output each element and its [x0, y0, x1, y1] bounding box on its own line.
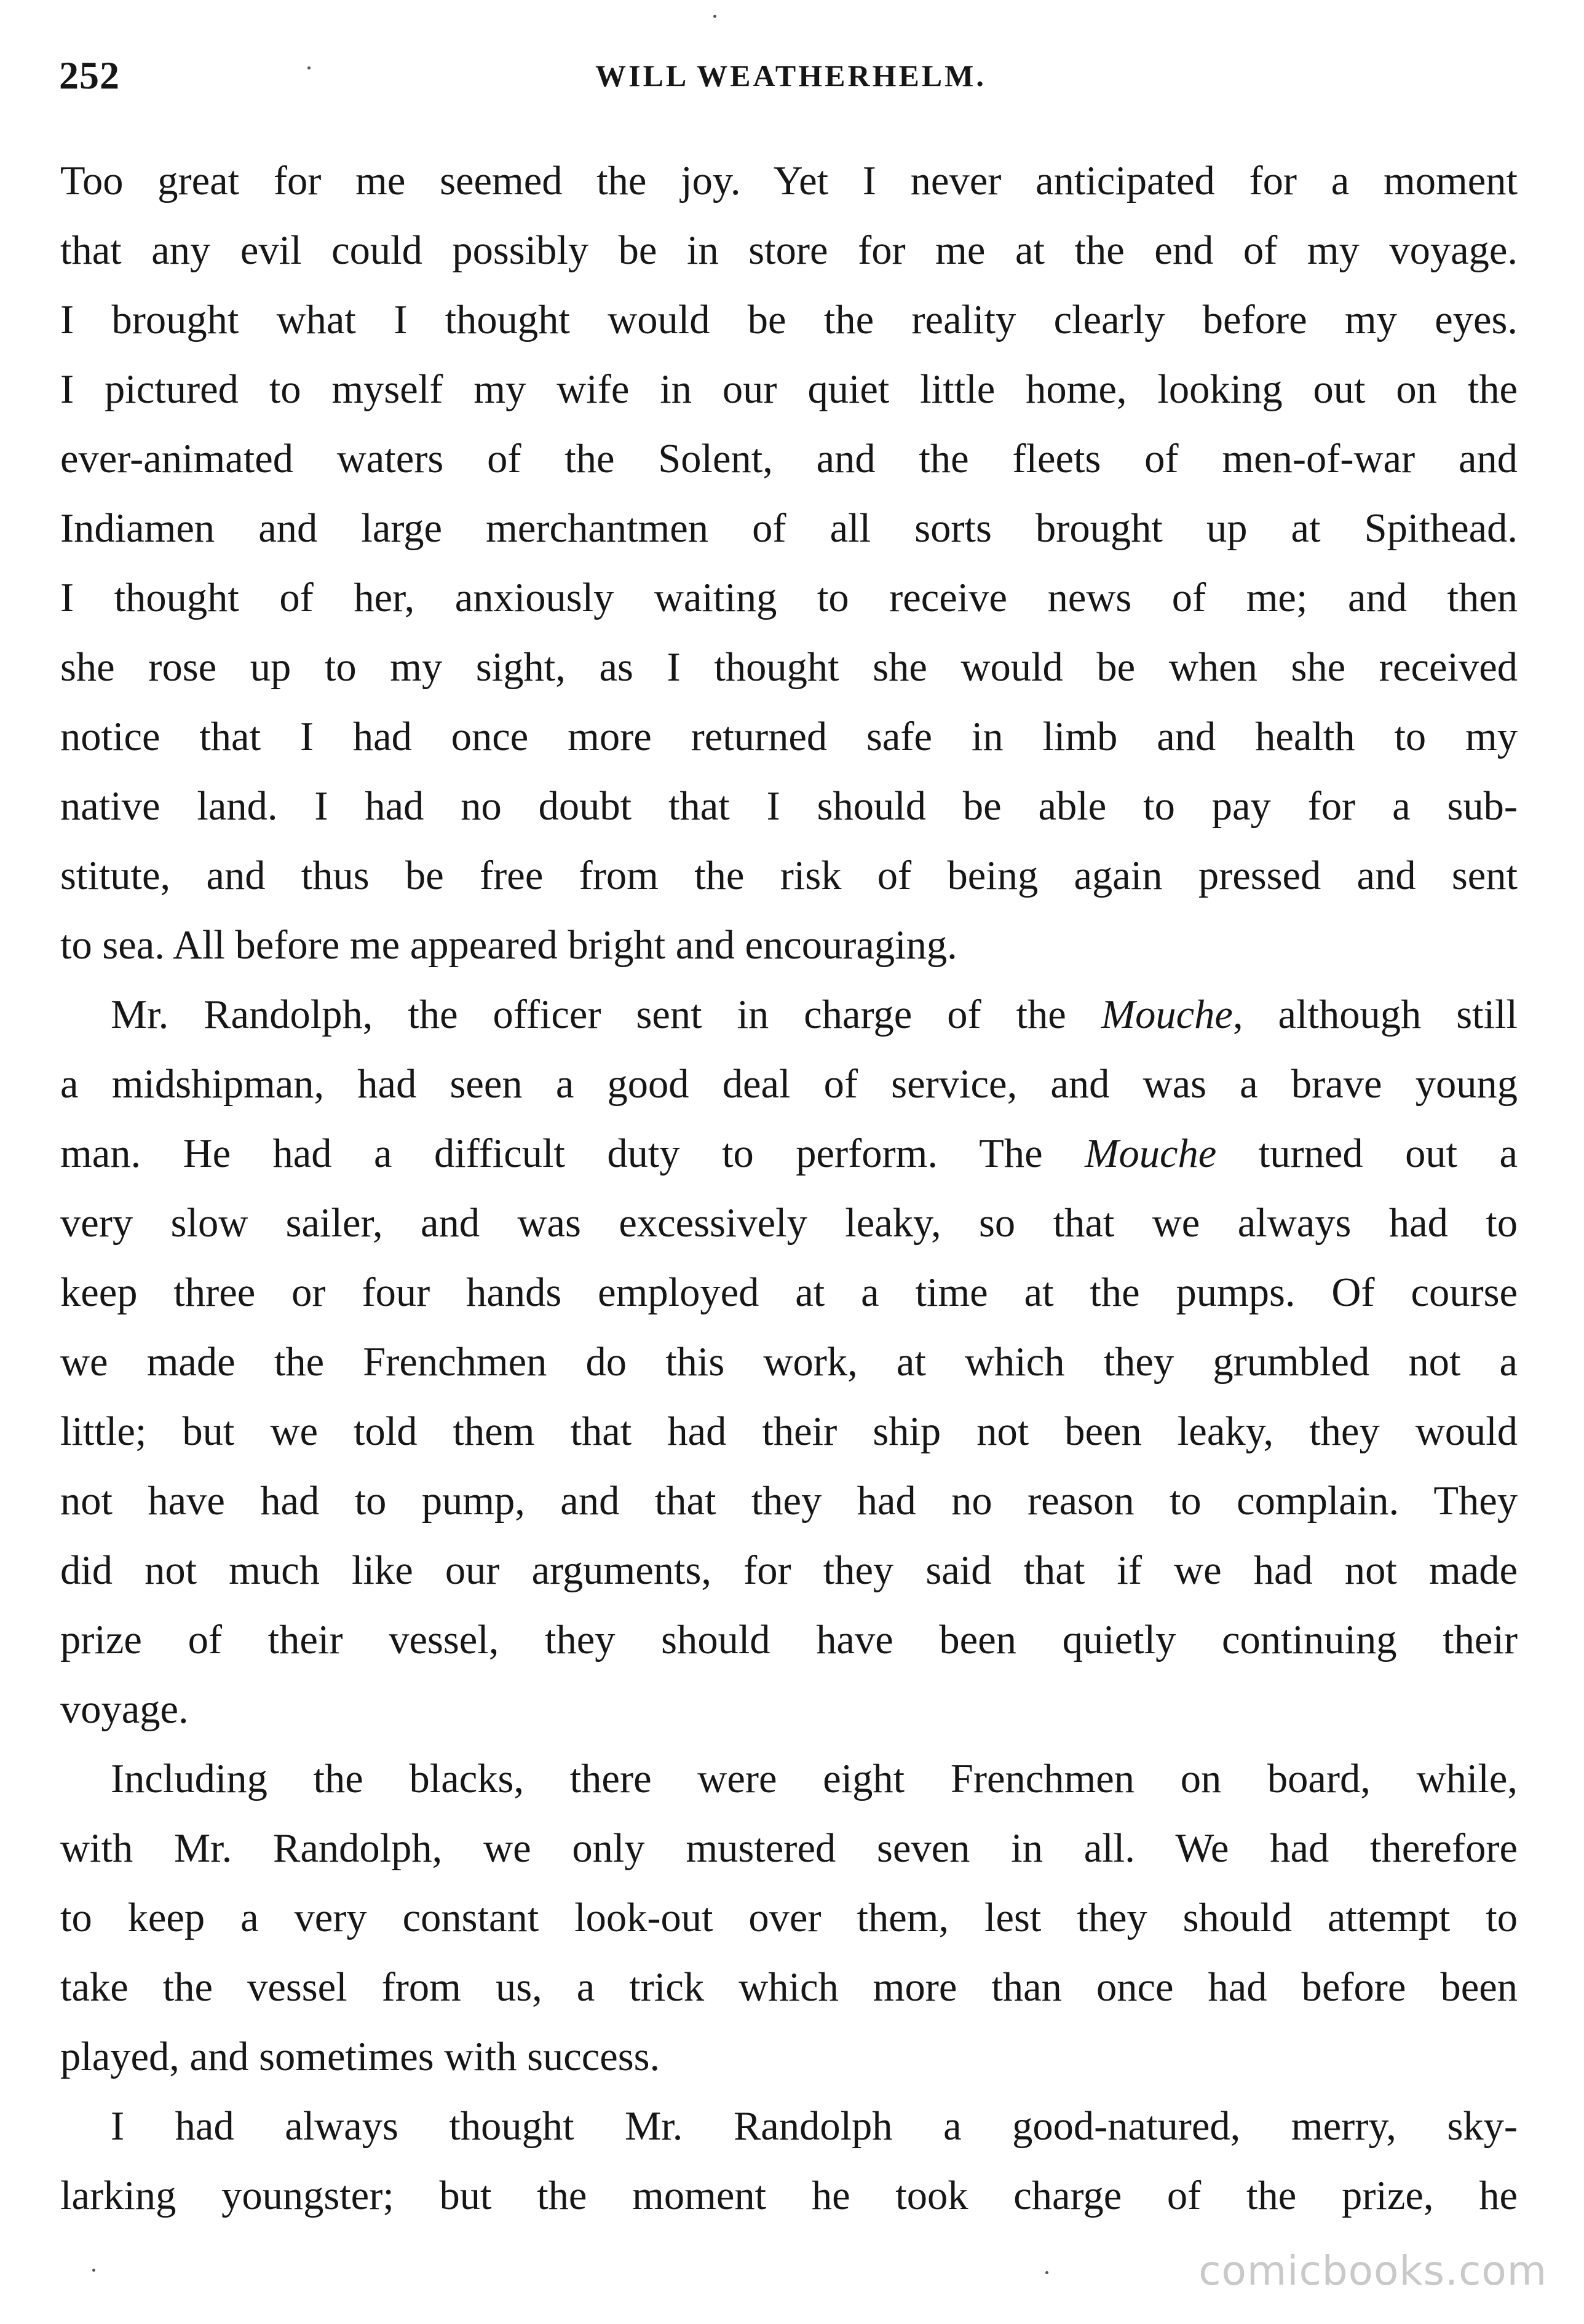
text-line: little; but we told them that had their ship not been leaky, they would — [60, 1409, 1518, 1454]
paragraph-3 — [60, 1744, 1518, 2092]
text-line: a midshipman, had seen a good deal of service, and was a brave young — [60, 1062, 1518, 1107]
running-head — [59, 53, 1523, 108]
page-number: 252 — [59, 53, 120, 97]
text-line: prize of their vessel, they should have been quietly continuing their — [60, 1618, 1518, 1662]
text-line: very slow sailer, and was excessively leaky, so that we always had to — [60, 1201, 1518, 1246]
text-line: take the vessel from us, a trick which more than once had before been — [60, 1965, 1518, 2010]
print-speck — [1045, 2271, 1048, 2274]
text-line: notice that I had once more returned safe in limb and health to my — [60, 714, 1518, 759]
print-speck — [307, 66, 311, 69]
text-line: she rose up to my sight, as I thought she would be when she received — [60, 645, 1518, 690]
text-line: I had always thought Mr. Randolph a good-natured, merry, sky- — [111, 2104, 1518, 2149]
text-line: I pictured to myself my wife in our quiet little home, looking out on the — [60, 367, 1518, 412]
text-line: not have had to pump, and that they had no reason to complain. They — [60, 1479, 1518, 1524]
text-line: to keep a very constant look-out over them, lest they should attempt to — [60, 1895, 1518, 1940]
text-line: larking youngster; but the moment he took charge of the prize, he — [60, 2173, 1518, 2218]
text-line: Including the blacks, there were eight Frenchmen on board, while, — [111, 1757, 1518, 1801]
text-line: stitute, and thus be free from the risk of being again pressed and sent — [60, 853, 1518, 898]
text-line: Mr. Randolph, the officer sent in charge of the Mouche, although still — [111, 992, 1518, 1037]
text-line: that any evil could possibly be in store for me at the end of my voyage. — [60, 228, 1518, 273]
text-line: I thought of her, anxiously waiting to receive news of me; and then — [60, 575, 1518, 620]
text-line: ever-animated waters of the Solent, and the fleets of men-of-war and — [60, 437, 1518, 481]
text-line: we made the Frenchmen do this work, at which they grumbled not a — [60, 1340, 1518, 1385]
watermark: comicbooks.com — [1198, 2247, 1547, 2294]
print-speck — [92, 2269, 95, 2272]
body-text — [60, 146, 1518, 2231]
text-line: did not much like our arguments, for they said that if we had not made — [60, 1548, 1518, 1593]
text-line: man. He had a difficult duty to perform. The Mouche turned out a — [60, 1131, 1518, 1176]
text-line: voyage. — [60, 1687, 189, 1732]
text-line: played, and sometimes with success. — [60, 2034, 660, 2079]
paragraph-4 — [60, 2092, 1518, 2231]
text-line: to sea. All before me appeared bright and encouraging. — [60, 923, 957, 968]
text-line: I brought what I thought would be the reality clearly before my eyes. — [60, 298, 1518, 342]
text-line: keep three or four hands employed at a time at the pumps. Of course — [60, 1270, 1518, 1315]
text-line: with Mr. Randolph, we only mustered seven in all. We had therefore — [60, 1826, 1518, 1871]
text-line: native land. I had no doubt that I should be able to pay for a sub- — [60, 784, 1518, 829]
print-speck — [713, 15, 716, 18]
text-line: Too great for me seemed the joy. Yet I never anticipated for a moment — [60, 159, 1518, 204]
paragraph-1 — [60, 146, 1518, 980]
text-line: Indiamen and large merchantmen of all sorts brought up at Spithead. — [60, 506, 1518, 551]
running-title: WILL WEATHERHELM. — [595, 58, 986, 93]
paragraph-2 — [60, 980, 1518, 1744]
